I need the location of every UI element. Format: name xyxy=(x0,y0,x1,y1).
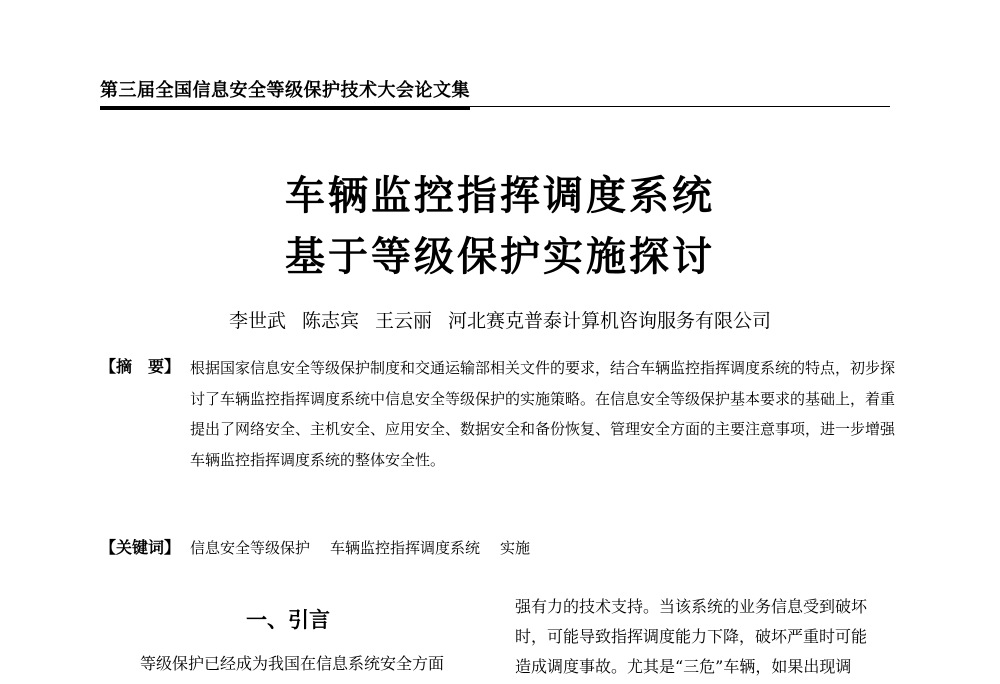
keywords-label: 【关键词】 xyxy=(100,538,181,557)
keyword: 信息安全等级保护 xyxy=(190,539,311,557)
journal-title: 第三届全国信息安全等级保护技术大会论文集 xyxy=(100,80,470,101)
section-heading-introduction: 一、引言 xyxy=(246,608,330,632)
author-line xyxy=(0,308,1000,334)
left-column-text xyxy=(140,652,485,676)
body-line: 造成调度事故。尤其是“三危”车辆，如果出现调 xyxy=(515,657,852,676)
author-name: 王云丽 xyxy=(375,310,433,332)
keyword: 实施 xyxy=(500,539,531,557)
body-line: 时，可能导致指挥调度能力下降，破坏严重时可能 xyxy=(515,627,868,646)
keyword: 车辆监控指挥调度系统 xyxy=(330,539,481,557)
running-header xyxy=(100,79,890,103)
paper-title-line-2: 基于等级保护实施探讨 xyxy=(285,234,715,280)
author-affiliation: 河北赛克普泰计算机咨询服务有限公司 xyxy=(448,310,772,332)
author-name: 李世武 xyxy=(228,310,286,332)
header-rule-thick xyxy=(100,106,470,110)
right-column-text xyxy=(515,592,895,682)
paper-title-line-1: 车辆监控指挥调度系统 xyxy=(285,173,715,219)
abstract-text: 根据国家信息安全等级保护制度和交通运输部相关文件的要求，结合车辆监控指挥调度系统的特点，初步探讨了车辆监控指挥调度系统中信息安全等级保护的实施策略。在信息安全等级保护基本要求的基础上，着重提出了网络安全、主机安全、应用安全、数据安全和备份恢复、管理安全方面的主要注意事项，进一步增强车辆监控指挥调度系统的整体安全性。 xyxy=(190,359,896,469)
body-line: 等级保护已经成为我国在信息系统安全方面 xyxy=(140,654,445,673)
body-line: 强有力的技术支持。当该系统的业务信息受到破坏 xyxy=(515,597,868,616)
abstract-label: 【摘 要】 xyxy=(100,357,181,376)
author-name: 陈志宾 xyxy=(301,310,359,332)
keywords-list xyxy=(190,537,550,559)
